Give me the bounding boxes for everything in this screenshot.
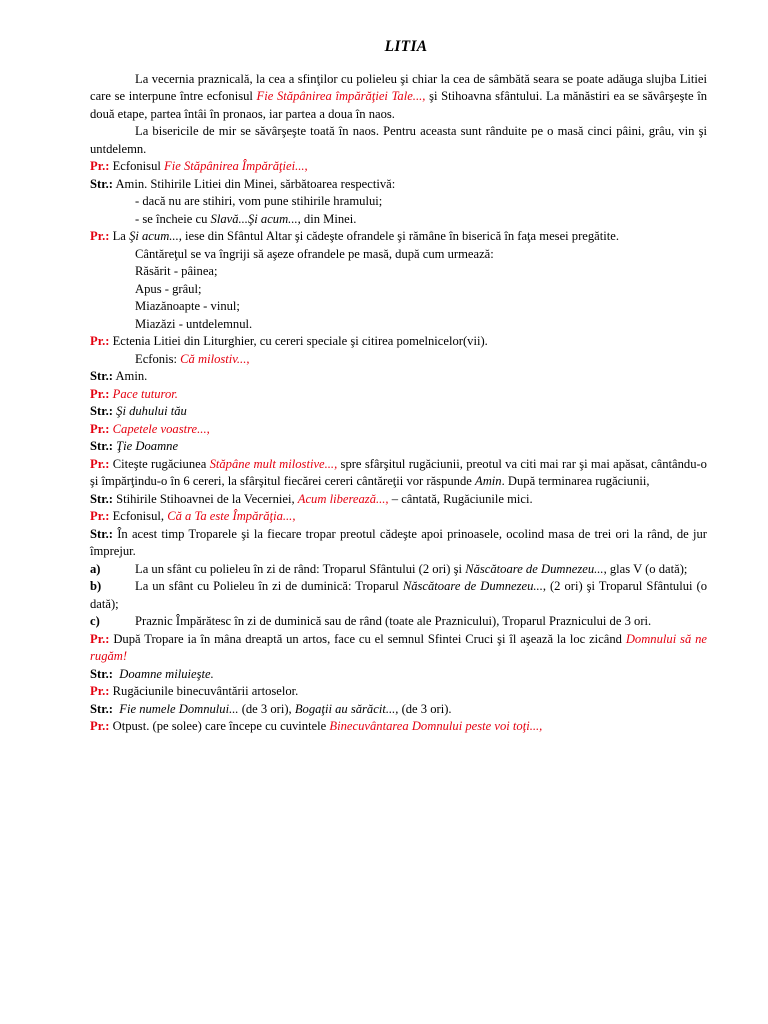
singer-label: Str.:: [90, 491, 113, 506]
priest-label: Pr.:: [90, 456, 110, 471]
sub-line-hram: - dacă nu are stihiri, vom pune stihirile hramului;: [135, 194, 383, 208]
priest-label: Pr.:: [90, 684, 110, 698]
singer-label: Str.:: [90, 369, 113, 383]
priest-label: Pr.:: [90, 509, 110, 523]
line-pr-si-acum: Pr.: La Şi acum..., iese din Sfântul Altar şi cădeşte ofrandele şi rămâne în biserică în faţa mesei pregătite.: [90, 229, 620, 243]
line-pr-ecfonis: Pr.: Ecfonisul Fie Stăpânirea Împărăţiei...,: [90, 159, 308, 173]
line-str-duhului: Str.: Şi duhului tău: [90, 404, 187, 418]
intro-paragraph-1: La vecernia praznicală, la cea a sfinţilor cu polieleu şi chiar la cea de sâmbătă seara se poate adăuga slujba Litiei care se interpune între ecfonisul Fie Stăpânirea împărăţiei Tale..., şi Stihoavna sfântului. La mănăstiri ea se săvârşeşte în două etape, partea întâi în pronaos, iar partea a doua în naos.: [90, 71, 707, 121]
singer-label: Str.:: [90, 666, 113, 681]
priest-label: Pr.:: [90, 421, 110, 436]
line-str-troparele: Str.: În acest timp Troparele şi la fiecare tropar preotul cădeşte apoi prinoasele, ocolind masa de trei ori la rând, de jur împrejur.: [90, 526, 707, 558]
singer-label: Str.:: [90, 701, 113, 716]
line-str-amin-stihiri: Str.: Amin. Stihirile Litiei din Minei, sărbătoarea respectivă:: [90, 176, 396, 191]
ecfonis-line: Ecfonis: Că milostiv...,: [135, 351, 250, 366]
page-title: LITIA: [384, 38, 428, 55]
singer-label: Str.:: [90, 176, 113, 191]
priest-label: Pr.:: [90, 334, 110, 348]
line-str-fie-numele: Str.: Fie numele Domnului... (de 3 ori), Bogaţii au sărăcit..., (de 3 ori).: [90, 701, 452, 716]
priest-label: Pr.:: [90, 229, 110, 243]
direction-item: Miazănoapte - vinul;: [135, 299, 240, 313]
list-item-c: c) Praznic Împărătesc în zi de duminică sau de rând (toate ale Praznicului), Troparul Praznicului de 3 ori.: [90, 614, 652, 628]
line-str-doamne-miluieste: Str.: Doamne miluieşte.: [90, 666, 214, 681]
direction-item: Răsărit - pâinea;: [135, 264, 218, 278]
line-pr-ectenia: Pr.: Ectenia Litiei din Liturghier, cu cereri speciale şi citirea pomelnicelor(vii).: [90, 334, 488, 348]
sub-line-slava: - se încheie cu Slavă...Şi acum..., din Minei.: [135, 211, 357, 226]
list-item-b: b) La un sfânt cu Polieleu în zi de duminică: Troparul Născătoare de Dumnezeu..., (2 ori) şi Troparul Sfântului (o dată);: [90, 579, 707, 611]
line-pr-rugaciunea: Pr.: Citeşte rugăciunea Stăpâne mult milostive..., spre sfârşitul rugăciunii, preotul va citi mai rar şi mai apăsat, cântându-o şi împărţindu-o în 6 cereri, la sfârşitul fiecărei cereri cântăreţii vor răspunde Amin. După terminarea rugăciunii,: [90, 456, 707, 488]
list-item-a: a) La un sfânt cu polieleu în zi de rând: Troparul Sfântului (2 ori) şi Născătoare de Dumnezeu..., glas V (o dată);: [90, 561, 688, 576]
intro-paragraph-2: La bisericile de mir se săvârşeşte toată în naos. Pentru aceasta sunt rânduite pe o masă cinci pâini, grâu, vin şi untdelemn.: [90, 124, 707, 156]
line-pr-artos: Pr.: După Tropare ia în mâna dreaptă un artos, face cu el semnul Sfintei Cruci şi îl aşează la loc zicând Domnului să ne rugăm!: [90, 631, 707, 663]
priest-label: Pr.:: [90, 159, 110, 173]
line-str-stihoavna: Str.: Stihirile Stihoavnei de la Vecerniei, Acum liberează..., – cântată, Rugăciunile mici.: [90, 491, 533, 506]
priest-label: Pr.:: [90, 386, 110, 401]
singer-label: Str.:: [90, 404, 113, 418]
line-pr-rugaciunile: Pr.: Rugăciunile binecuvântării artoselor.: [90, 684, 299, 698]
direction-item: Apus - grâul;: [135, 281, 202, 296]
singer-label: Str.:: [90, 526, 113, 541]
singer-label: Str.:: [90, 439, 113, 453]
line-str-amin: Str.: Amin.: [90, 369, 148, 383]
direction-item: Miazăzi - untdelemnul.: [135, 316, 253, 331]
line-str-tie-doamne: Str.: Ţie Doamne: [90, 439, 179, 453]
priest-label: Pr.:: [90, 719, 110, 733]
priest-label: Pr.:: [90, 631, 110, 646]
line-pr-pace: Pr.: Pace tuturor.: [90, 386, 178, 401]
cantaret-line: Cântăreţul se va îngriji să aşeze ofrandele pe masă, după cum urmează:: [135, 246, 494, 261]
line-pr-capetele: Pr.: Capetele voastre...,: [90, 421, 210, 436]
line-pr-otpust: Pr.: Otpust. (pe solee) care începe cu cuvintele Binecuvântarea Domnului peste voi toţi...,: [90, 719, 543, 733]
line-pr-ecfonisul: Pr.: Ecfonisul, Că a Ta este Împărăţia...,: [90, 509, 296, 523]
